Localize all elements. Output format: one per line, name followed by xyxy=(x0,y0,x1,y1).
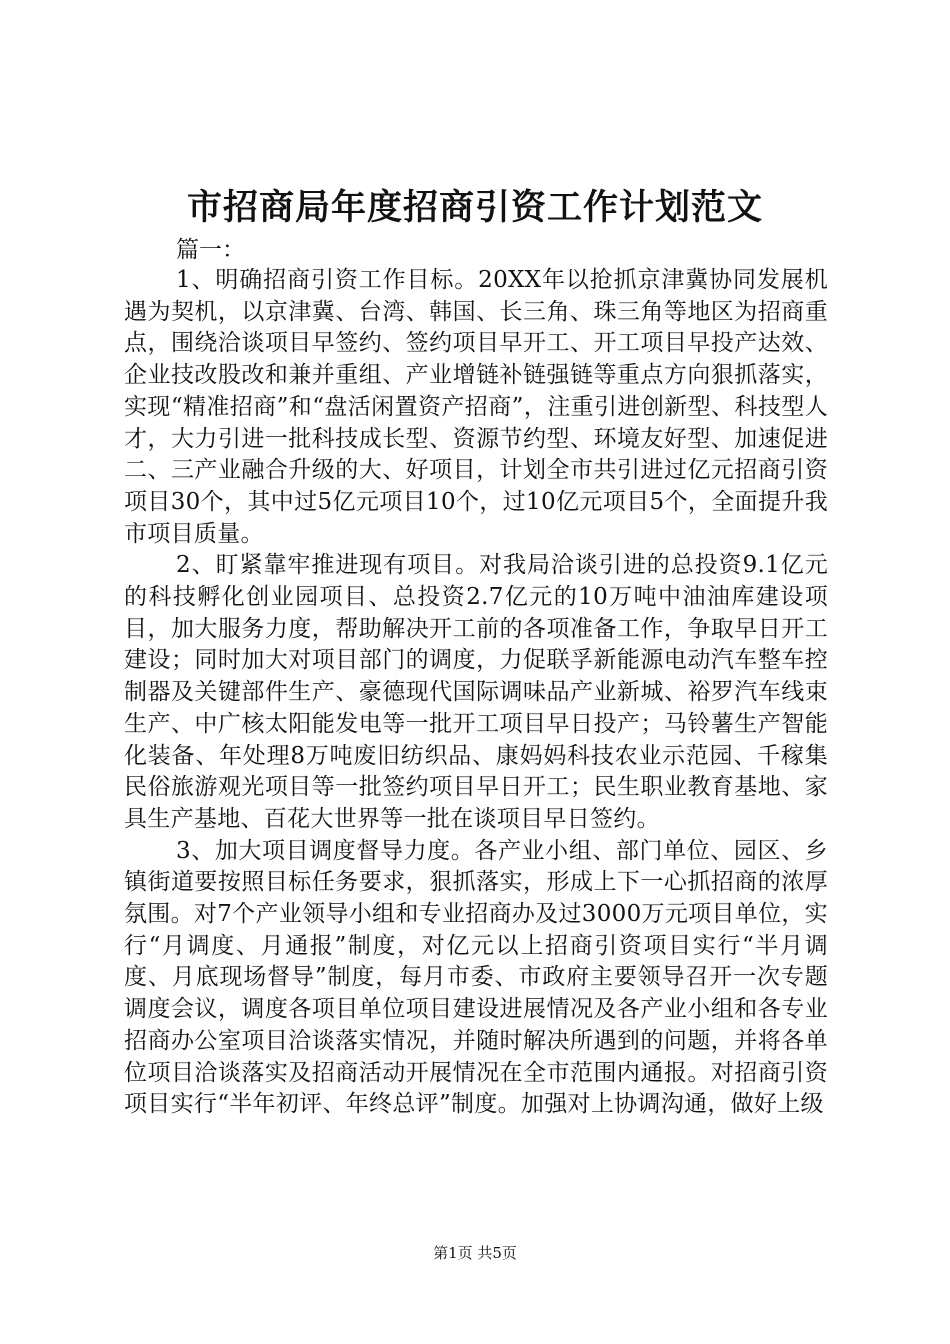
paragraph-1: 1、明确招商引资工作目标。20XX年以抢抓京津冀协同发展机遇为契机，以京津冀、台湾、韩国、长三角、珠三角等地区为招商重点，围绕洽谈项目早签约、签约项目早开工、开工项目早投产达效、企业技改股改和兼并重组、产业增链补链强链等重点方向狠抓落实，实现“精准招商”和“盘活闲置资产招商”，注重引进创新型、科技型人才，大力引进一批科技成长型、资源节约型、环境友好型、加速促进二、三产业融合升级的大、好项目，计划全市共引进过亿元招商引资项目30个，其中过5亿元项目10个，过10亿元项目5个，全面提升我市项目质量。 xyxy=(124,267,828,547)
document-body xyxy=(124,265,828,1121)
section-label: 篇一： xyxy=(176,237,245,263)
page-number-footer: 第1页 共5页 xyxy=(433,1244,517,1262)
paragraph-3: 3、加大项目调度督导力度。各产业小组、部门单位、园区、乡镇街道要按照目标任务要求，狠抓落实，形成上下一心抓招商的浓厚氛围。对7个产业领导小组和专业招商办及过3000万元项目单位，实行“月调度、月通报”制度，对亿元以上招商引资项目实行“半月调度、月底现场督导”制度，每月市委、市政府主要领导召开一次专题调度会议，调度各项目单位项目建设进展情况及各产业小组和各专业招商办公室项目洽谈落实情况，并随时解决所遇到的问题，并将各单位项目洽谈落实及招商活动开展情况在全市范围内通报。对招商引资项目实行“半年初评、年终总评”制度。加强对上协调沟通，做好上级 xyxy=(124,837,828,1118)
document-title: 市招商局年度招商引资工作计划范文 xyxy=(186,187,763,228)
paragraph-2: 2、盯紧靠牢推进现有项目。对我局洽谈引进的总投资9.1亿元的科技孵化创业园项目、总投资2.7亿元的10万吨中油油库建设项目，加大服务力度，帮助解决开工前的各项准备工作，争取早日开工建设；同时加大对项目部门的调度，力促联孚新能源电动汽车整车控制器及关键部件生产、豪德现代国际调味品产业新城、裕罗汽车线束生产、中广核太阳能发电等一批开工项目早日投产；马铃薯生产智能化装备、年处理8万吨废旧纺织品、康妈妈科技农业示范园、千稼集民俗旅游观光项目等一批签约项目早日开工；民生职业教育基地、家具生产基地、百花大世界等一批在谈项目早日签约。 xyxy=(124,552,828,832)
